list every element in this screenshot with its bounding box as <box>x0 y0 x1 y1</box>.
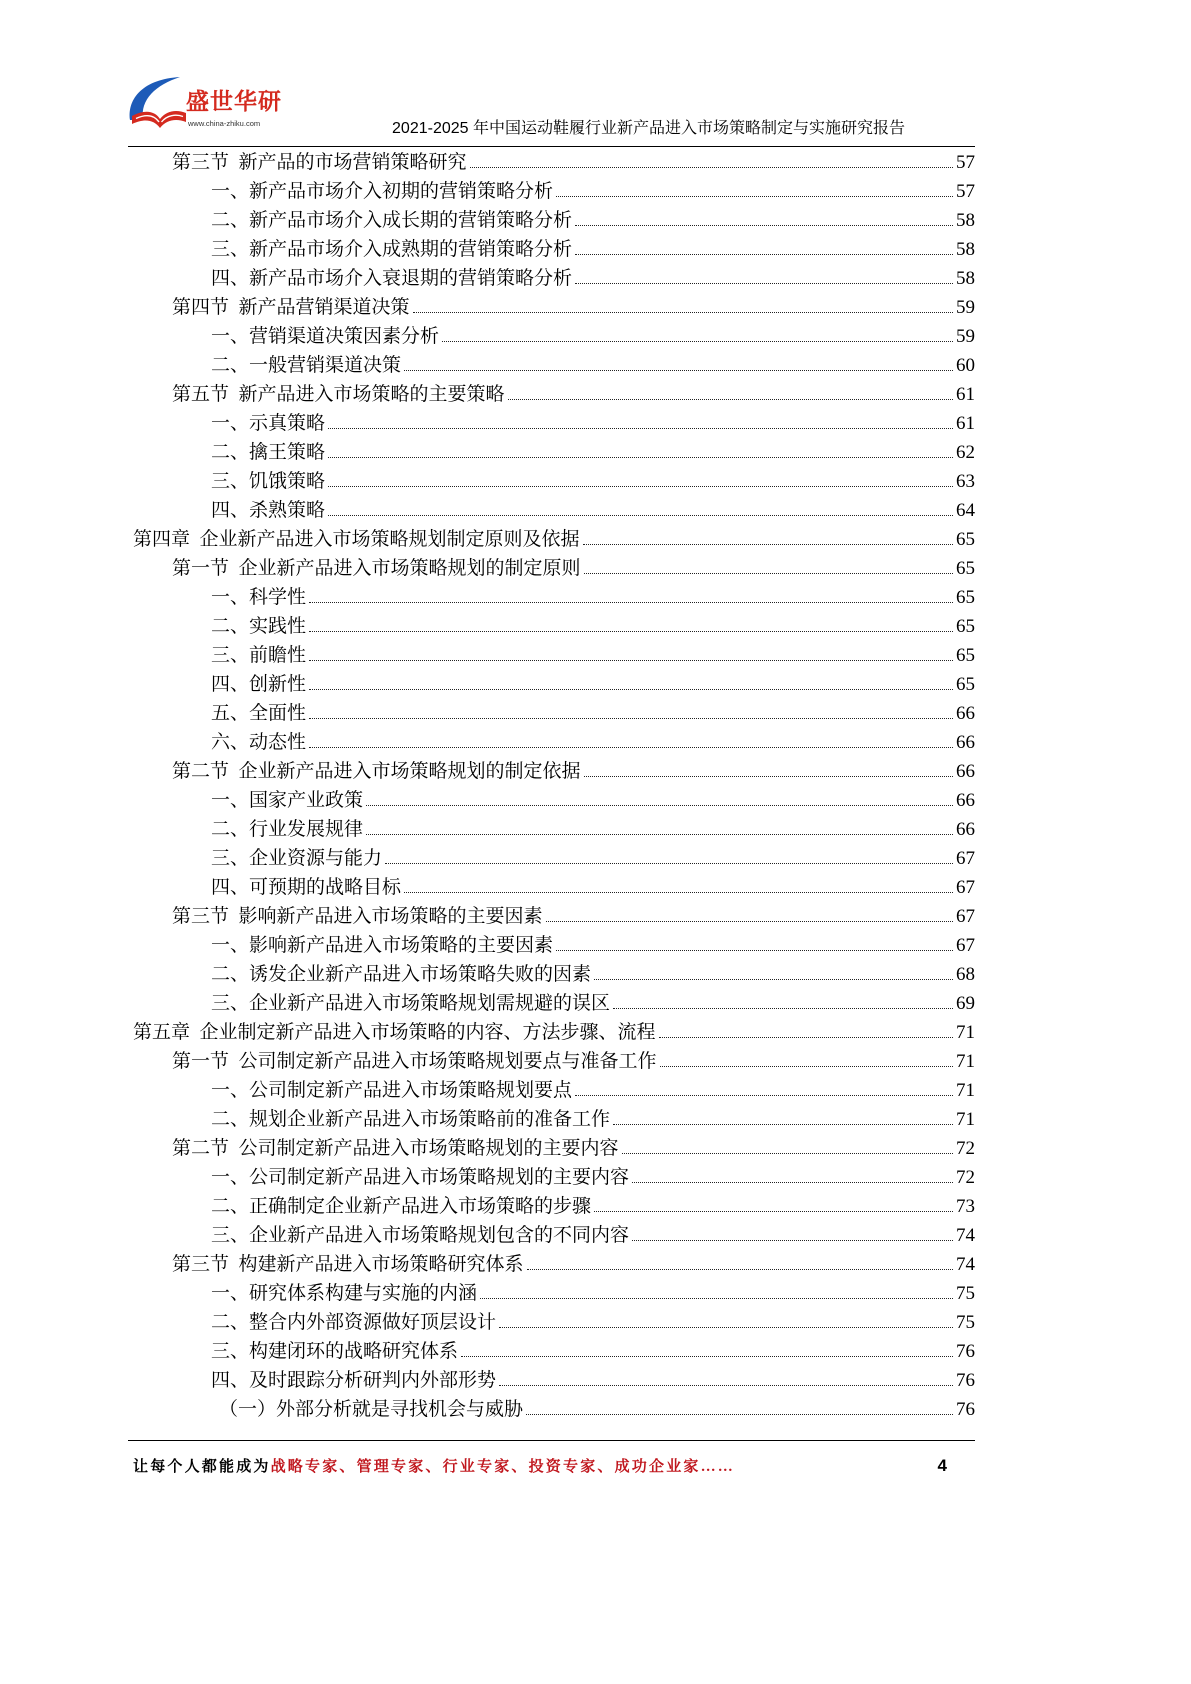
toc-entry-page-number: 72 <box>956 1167 975 1188</box>
toc-subsection-entry[interactable] <box>133 844 975 873</box>
logo-wordmark: 盛世华研 <box>186 88 282 114</box>
toc-subsection-entry[interactable] <box>133 1221 975 1250</box>
toc-subsection-entry[interactable] <box>133 612 975 641</box>
page-number: 4 <box>937 1456 947 1475</box>
toc-entry-title: 二、整合内外部资源做好顶层设计 <box>211 1312 497 1333</box>
dot-leader <box>385 863 953 864</box>
toc-entry-page-number: 67 <box>956 877 975 898</box>
toc-entry-title: 三、饥饿策略 <box>211 471 326 492</box>
dot-leader <box>309 689 953 690</box>
dot-leader <box>594 979 953 980</box>
toc-entry-page-number: 65 <box>956 674 975 695</box>
dot-leader <box>575 1095 953 1096</box>
toc-entry-page-number: 71 <box>956 1051 975 1072</box>
toc-entry-title: 一、国家产业政策 <box>211 790 364 811</box>
toc-subsection-entry[interactable] <box>133 409 975 438</box>
toc-entry-page-number: 58 <box>956 239 975 260</box>
toc-subsection-entry[interactable] <box>133 206 975 235</box>
dot-leader <box>594 1211 953 1212</box>
dot-leader <box>366 805 953 806</box>
dot-leader <box>622 1153 953 1154</box>
toc-entry-title: 三、构建闭环的战略研究体系 <box>211 1341 459 1362</box>
toc-subsection-entry[interactable] <box>133 728 975 757</box>
toc-subsection-entry[interactable] <box>133 873 975 902</box>
toc-entry-title: 第一节 企业新产品进入市场策略规划的制定原则 <box>172 558 581 579</box>
toc-section-entry[interactable] <box>133 148 975 177</box>
toc-entry-page-number: 65 <box>956 587 975 608</box>
toc-entry-title: 四、杀熟策略 <box>211 500 326 521</box>
toc-entry-title: 第三节 构建新产品进入市场策略研究体系 <box>172 1254 524 1275</box>
footer-divider <box>128 1440 975 1441</box>
dot-leader <box>328 515 953 516</box>
toc-entry-title: （一）外部分析就是寻找机会与威胁 <box>219 1399 524 1420</box>
toc-entry-title: 三、前瞻性 <box>211 645 307 666</box>
dot-leader <box>659 1037 953 1038</box>
toc-entry-page-number: 71 <box>956 1022 975 1043</box>
dot-leader <box>404 892 953 893</box>
toc-subsection-entry[interactable] <box>133 1337 975 1366</box>
toc-subsection-entry[interactable] <box>133 1105 975 1134</box>
toc-entry-title: 一、公司制定新产品进入市场策略规划的主要内容 <box>211 1167 630 1188</box>
dot-leader <box>328 486 953 487</box>
toc-entry-title: 一、影响新产品进入市场策略的主要因素 <box>211 935 554 956</box>
table-of-contents <box>133 148 975 1424</box>
dot-leader <box>660 1066 953 1067</box>
toc-entry-page-number: 69 <box>956 993 975 1014</box>
dot-leader <box>546 921 953 922</box>
toc-subsection-entry[interactable] <box>133 177 975 206</box>
toc-subsection-entry[interactable] <box>133 815 975 844</box>
toc-section-entry[interactable] <box>133 902 975 931</box>
toc-subsection-entry[interactable] <box>133 786 975 815</box>
toc-entry-title: 三、企业新产品进入市场策略规划需规避的误区 <box>211 993 611 1014</box>
toc-entry-title: 二、正确制定企业新产品进入市场策略的步骤 <box>211 1196 592 1217</box>
toc-entry-page-number: 74 <box>956 1225 975 1246</box>
toc-entry-title: 二、一般营销渠道决策 <box>211 355 402 376</box>
toc-subsection-entry[interactable] <box>133 1366 975 1395</box>
dot-leader <box>309 602 953 603</box>
dot-leader <box>328 457 953 458</box>
toc-entry-page-number: 66 <box>956 790 975 811</box>
toc-subsection-entry[interactable] <box>133 467 975 496</box>
toc-entry-page-number: 65 <box>956 529 975 550</box>
toc-subsection-entry[interactable] <box>133 351 975 380</box>
toc-entry-page-number: 71 <box>956 1080 975 1101</box>
toc-subsection-entry[interactable] <box>133 931 975 960</box>
toc-entry-title: 四、可预期的战略目标 <box>211 877 402 898</box>
toc-entry-page-number: 76 <box>956 1370 975 1391</box>
dot-leader <box>480 1298 953 1299</box>
toc-entry-page-number: 58 <box>956 268 975 289</box>
dot-leader <box>499 1385 953 1386</box>
toc-chapter-entry[interactable] <box>133 1018 975 1047</box>
dot-leader <box>613 1008 953 1009</box>
toc-entry-page-number: 65 <box>956 558 975 579</box>
toc-entry-title: 一、科学性 <box>211 587 307 608</box>
dot-leader <box>613 1124 953 1125</box>
toc-entry-page-number: 68 <box>956 964 975 985</box>
toc-entry-title: 一、研究体系构建与实施的内涵 <box>211 1283 478 1304</box>
company-logo <box>126 74 296 136</box>
toc-subsection-entry[interactable] <box>133 322 975 351</box>
toc-entry-page-number: 71 <box>956 1109 975 1130</box>
report-title: 2021-2025 年中国运动鞋履行业新产品进入市场策略制定与实施研究报告 <box>392 120 905 137</box>
toc-entry-page-number: 66 <box>956 761 975 782</box>
dot-leader <box>575 225 953 226</box>
toc-subsection-entry[interactable] <box>133 1192 975 1221</box>
toc-entry-page-number: 60 <box>956 355 975 376</box>
toc-subsection-entry[interactable] <box>133 264 975 293</box>
toc-subsection-entry[interactable] <box>133 960 975 989</box>
dot-leader <box>413 312 953 313</box>
logo-website: www.china-zhiku.com <box>188 119 261 128</box>
dot-leader <box>328 428 953 429</box>
toc-entry-page-number: 66 <box>956 703 975 724</box>
toc-subsection-entry[interactable] <box>133 699 975 728</box>
toc-subsection-entry[interactable] <box>133 1163 975 1192</box>
toc-entry-title: 第二节 企业新产品进入市场策略规划的制定依据 <box>172 761 581 782</box>
toc-entry-title: 一、营销渠道决策因素分析 <box>211 326 440 347</box>
toc-entry-title: 第三节 新产品的市场营销策略研究 <box>172 152 467 173</box>
toc-entry-page-number: 76 <box>956 1399 975 1420</box>
toc-entry-page-number: 65 <box>956 616 975 637</box>
dot-leader <box>309 660 953 661</box>
toc-entry-page-number: 64 <box>956 500 975 521</box>
toc-entry-title: 第四章 企业新产品进入市场策略规划制定原则及依据 <box>133 529 580 550</box>
toc-entry-page-number: 59 <box>956 326 975 347</box>
dot-leader <box>556 950 953 951</box>
dot-leader <box>556 196 953 197</box>
toc-entry-title: 一、公司制定新产品进入市场策略规划要点 <box>211 1080 573 1101</box>
toc-entry-page-number: 66 <box>956 819 975 840</box>
toc-entry-title: 一、新产品市场介入初期的营销策略分析 <box>211 181 554 202</box>
toc-entry-page-number: 58 <box>956 210 975 231</box>
toc-entry-title: 二、擒王策略 <box>211 442 326 463</box>
toc-entry-title: 五、全面性 <box>211 703 307 724</box>
toc-entry-title: 四、新产品市场介入衰退期的营销策略分析 <box>211 268 573 289</box>
toc-subsection-entry[interactable] <box>133 641 975 670</box>
toc-entry-title: 六、动态性 <box>211 732 307 753</box>
footer-slogan-highlight: 战略专家、管理专家、行业专家、投资专家、成功企业家…… <box>270 1459 736 1475</box>
toc-entry-title: 第四节 新产品营销渠道决策 <box>172 297 410 318</box>
dot-leader <box>309 747 953 748</box>
toc-entry-page-number: 65 <box>956 645 975 666</box>
toc-entry-title: 二、规划企业新产品进入市场策略前的准备工作 <box>211 1109 611 1130</box>
toc-entry-title: 二、新产品市场介入成长期的营销策略分析 <box>211 210 573 231</box>
dot-leader <box>461 1356 953 1357</box>
dot-leader <box>309 631 953 632</box>
dot-leader <box>366 834 953 835</box>
footer-slogan <box>133 1456 735 1478</box>
toc-entry-page-number: 75 <box>956 1283 975 1304</box>
toc-subsection-entry[interactable] <box>133 438 975 467</box>
toc-subitem-entry[interactable] <box>133 1395 975 1424</box>
toc-entry-title: 四、及时跟踪分析研判内外部形势 <box>211 1370 497 1391</box>
dot-leader <box>584 573 953 574</box>
toc-entry-page-number: 67 <box>956 935 975 956</box>
toc-section-entry[interactable] <box>133 380 975 409</box>
logo-emblem-icon <box>126 74 188 136</box>
toc-entry-page-number: 73 <box>956 1196 975 1217</box>
toc-subsection-entry[interactable] <box>133 583 975 612</box>
toc-chapter-entry[interactable] <box>133 525 975 554</box>
dot-leader <box>632 1182 953 1183</box>
toc-entry-title: 四、创新性 <box>211 674 307 695</box>
toc-subsection-entry[interactable] <box>133 989 975 1018</box>
toc-entry-page-number: 59 <box>956 297 975 318</box>
toc-subsection-entry[interactable] <box>133 496 975 525</box>
toc-entry-title: 第五章 企业制定新产品进入市场策略的内容、方法步骤、流程 <box>133 1022 656 1043</box>
toc-entry-page-number: 61 <box>956 384 975 405</box>
toc-subsection-entry[interactable] <box>133 1308 975 1337</box>
toc-entry-page-number: 72 <box>956 1138 975 1159</box>
toc-entry-page-number: 57 <box>956 152 975 173</box>
dot-leader <box>526 1414 953 1415</box>
dot-leader <box>404 370 953 371</box>
toc-section-entry[interactable] <box>133 757 975 786</box>
toc-subsection-entry[interactable] <box>133 1076 975 1105</box>
toc-entry-title: 第三节 影响新产品进入市场策略的主要因素 <box>172 906 543 927</box>
dot-leader <box>499 1327 953 1328</box>
toc-entry-page-number: 67 <box>956 906 975 927</box>
toc-entry-title: 二、实践性 <box>211 616 307 637</box>
footer-slogan-prefix: 让每个人都能成为 <box>133 1459 271 1475</box>
dot-leader <box>470 167 953 168</box>
toc-entry-page-number: 62 <box>956 442 975 463</box>
toc-entry-page-number: 66 <box>956 732 975 753</box>
toc-entry-page-number: 57 <box>956 181 975 202</box>
dot-leader <box>632 1240 953 1241</box>
toc-entry-title: 一、示真策略 <box>211 413 326 434</box>
toc-subsection-entry[interactable] <box>133 670 975 699</box>
toc-entry-title: 第二节 公司制定新产品进入市场策略规划的主要内容 <box>172 1138 619 1159</box>
toc-section-entry[interactable] <box>133 1047 975 1076</box>
toc-entry-title: 第五节 新产品进入市场策略的主要策略 <box>172 384 505 405</box>
toc-entry-page-number: 67 <box>956 848 975 869</box>
dot-leader <box>309 718 953 719</box>
dot-leader <box>575 283 953 284</box>
toc-entry-title: 二、诱发企业新产品进入市场策略失败的因素 <box>211 964 592 985</box>
dot-leader <box>575 254 953 255</box>
toc-entry-page-number: 75 <box>956 1312 975 1333</box>
toc-entry-page-number: 61 <box>956 413 975 434</box>
toc-section-entry[interactable] <box>133 293 975 322</box>
toc-entry-title: 三、新产品市场介入成熟期的营销策略分析 <box>211 239 573 260</box>
toc-entry-title: 第一节 公司制定新产品进入市场策略规划要点与准备工作 <box>172 1051 657 1072</box>
toc-entry-title: 三、企业资源与能力 <box>211 848 383 869</box>
dot-leader <box>584 776 953 777</box>
toc-subsection-entry[interactable] <box>133 1279 975 1308</box>
dot-leader <box>442 341 953 342</box>
toc-entry-page-number: 74 <box>956 1254 975 1275</box>
header-divider <box>128 146 975 147</box>
toc-section-entry[interactable] <box>133 554 975 583</box>
toc-entry-page-number: 76 <box>956 1341 975 1362</box>
toc-entry-title: 二、行业发展规律 <box>211 819 364 840</box>
toc-section-entry[interactable] <box>133 1134 975 1163</box>
dot-leader <box>527 1269 953 1270</box>
toc-section-entry[interactable] <box>133 1250 975 1279</box>
toc-entry-title: 三、企业新产品进入市场策略规划包含的不同内容 <box>211 1225 630 1246</box>
dot-leader <box>583 544 953 545</box>
toc-entry-page-number: 63 <box>956 471 975 492</box>
dot-leader <box>508 399 953 400</box>
toc-subsection-entry[interactable] <box>133 235 975 264</box>
